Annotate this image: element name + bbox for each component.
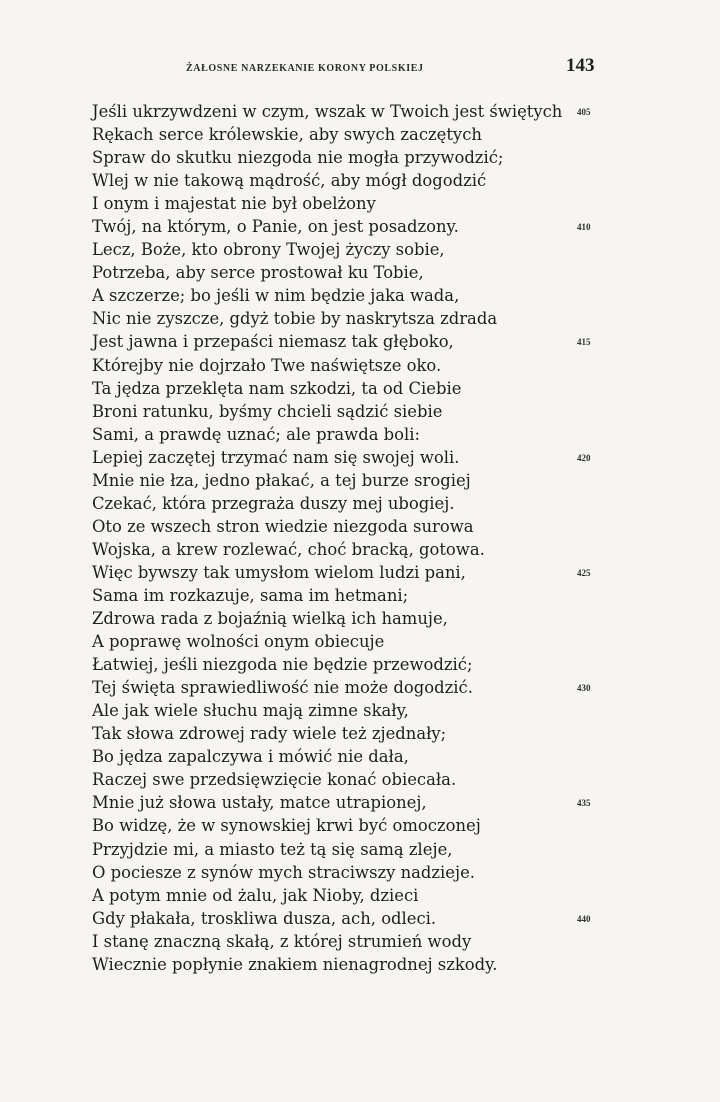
verse-line-text: Wojska, a krew rozlewać, choć bracką, gotowa.: [92, 539, 485, 559]
verse-line: [0, 515, 720, 538]
verse-line-text: Jeśli ukrzywdzeni w czym, wszak w Twoich jest świętych: [92, 102, 563, 121]
verse-line-text: I onym i majestat nie był obelżony: [92, 194, 376, 214]
verse-line-text: Bo jędza zapalczywa i mówić nie dała,: [92, 747, 409, 767]
verse-line-text: Przyjdzie mi, a miasto też tą się samą zleje,: [92, 839, 453, 859]
verse-line-text: Jest jawna i przepaści niemasz tak głęboko,: [92, 332, 454, 352]
verse-line: [0, 584, 720, 607]
verse-line-text: Spraw do skutku niezgoda nie mogła przywodzić;: [92, 148, 504, 168]
verse-line: [0, 446, 720, 469]
verse-line-number: 405: [577, 107, 591, 117]
verse-line-number: 440: [577, 913, 591, 924]
verse-line: [0, 653, 720, 676]
verse-line-text: Bo widzę, że w synowskiej krwi być omoczonej: [92, 816, 481, 836]
verse-line: [0, 330, 720, 353]
verse-line-text: Potrzeba, aby serce prostował ku Tobie,: [92, 263, 424, 283]
verse-line-text: Sama im rozkazuje, sama im hetmani;: [92, 585, 409, 605]
verse-line-text: A potym mnie od żalu, jak Nioby, dzieci: [92, 885, 419, 905]
verse-line-text: Czekać, która przegraża duszy mej ubogiej.: [92, 493, 455, 513]
verse-line: [0, 861, 720, 884]
verse-line: [0, 377, 720, 400]
verse-line: [0, 400, 720, 423]
verse-line: [0, 607, 720, 630]
verse-line: [0, 354, 720, 377]
verse-line: [0, 930, 720, 953]
verse-line: [0, 146, 720, 169]
verse-line-text: A szczerze; bo jeśli w nim będzie jaka wada,: [92, 286, 460, 306]
verse-line-number: 425: [577, 567, 591, 578]
verse-line-text: Mnie nie łza, jedno płakać, a tej burze srogiej: [92, 470, 471, 490]
verse-line: [0, 123, 720, 146]
verse-line: [0, 215, 720, 238]
verse-line-text: Rękach serce królewskie, aby swych zaczętych: [92, 125, 482, 145]
verse-line-number: 415: [577, 337, 591, 348]
verse-line: [0, 492, 720, 515]
verse-line: [0, 561, 720, 584]
verse-line-text: Ta jędza przeklęta nam szkodzi, ta od Ciebie: [92, 378, 462, 398]
verse-line-text: Broni ratunku, byśmy chcieli sądzić siebie: [92, 401, 443, 421]
verse-line: [0, 791, 720, 814]
verse-line-number: 410: [577, 222, 591, 233]
verse-line: [0, 676, 720, 699]
verse-line-text: O pociesze z synów mych straciwszy nadzieje.: [92, 862, 475, 882]
verse-line-text: Ale jak wiele słuchu mają zimne skały,: [92, 701, 409, 721]
verse-line: [0, 884, 720, 907]
verse-line-text: Więc bywszy tak umysłom wielom ludzi pani,: [92, 562, 466, 582]
verse-line-number: 435: [577, 798, 591, 809]
verse-line: [0, 953, 720, 976]
verse-line-number: 430: [577, 683, 591, 694]
verse-line-text: Tej święta sprawiedliwość nie może dogodzić.: [92, 678, 473, 698]
verse-line: [0, 192, 720, 215]
verse-line-text: Lecz, Boże, kto obrony Twojej życzy sobie,: [92, 240, 445, 260]
verse-line: [0, 699, 720, 722]
verse-line-text: Wlej w nie takową mądrość, aby mógł dogodzić: [92, 171, 487, 191]
verse-line: [0, 284, 720, 307]
verse-line-text: Tak słowa zdrowej rady wiele też zjednały;: [92, 724, 447, 744]
verse-line: [0, 307, 720, 330]
verse-line-text: Gdy płakała, troskliwa dusza, ach, odleci.: [92, 908, 437, 928]
verse-line: [0, 238, 720, 261]
verse-line-number: 420: [577, 452, 591, 463]
verse-line-text: Oto ze wszech stron wiedzie niezgoda surowa: [92, 516, 474, 536]
running-title: ŻAŁOSNE NARZEKANIE KORONY POLSKIEJ: [186, 63, 424, 74]
verse-line: [0, 261, 720, 284]
verse-block: [0, 100, 720, 976]
verse-line: [0, 169, 720, 192]
verse-line: [0, 745, 720, 768]
verse-line-text: Sami, a prawdę uznać; ale prawda boli:: [92, 424, 421, 444]
verse-line-text: Lepiej zaczętej trzymać nam się swojej woli.: [92, 447, 460, 467]
page-number: 143: [566, 55, 595, 76]
verse-line-text: Raczej swe przedsięwzięcie konać obiecała.: [92, 770, 457, 790]
verse-line: [0, 907, 720, 930]
verse-line: [0, 722, 720, 745]
verse-line-text: Twój, na którym, o Panie, on jest posadzony.: [92, 217, 459, 237]
verse-line: [0, 814, 720, 837]
verse-line-text: Nic nie zyszcze, gdyż tobie by naskrytsza zdrada: [92, 309, 498, 329]
verse-line-text: I stanę znaczną skałą, z której strumień wody: [92, 931, 472, 951]
verse-line: [0, 768, 720, 791]
verse-line: [0, 630, 720, 653]
verse-line-text: Wiecznie popłynie znakiem nienagrodnej szkody.: [92, 954, 498, 974]
verse-line: [0, 423, 720, 446]
verse-line: [0, 100, 720, 123]
verse-line: [0, 469, 720, 492]
verse-line-text: A poprawę wolności onym obiecuje: [92, 632, 385, 652]
verse-line-text: Zdrowa rada z bojaźnią wielką ich hamuje,: [92, 609, 448, 629]
verse-line: [0, 838, 720, 861]
verse-line-text: Łatwiej, jeśli niezgoda nie będzie przewodzić;: [92, 655, 473, 675]
verse-line-text: Którejby nie dojrzało Twe naświętsze oko.: [92, 355, 442, 375]
verse-line: [0, 538, 720, 561]
verse-line-text: Mnie już słowa ustały, matce utrapionej,: [92, 793, 427, 813]
